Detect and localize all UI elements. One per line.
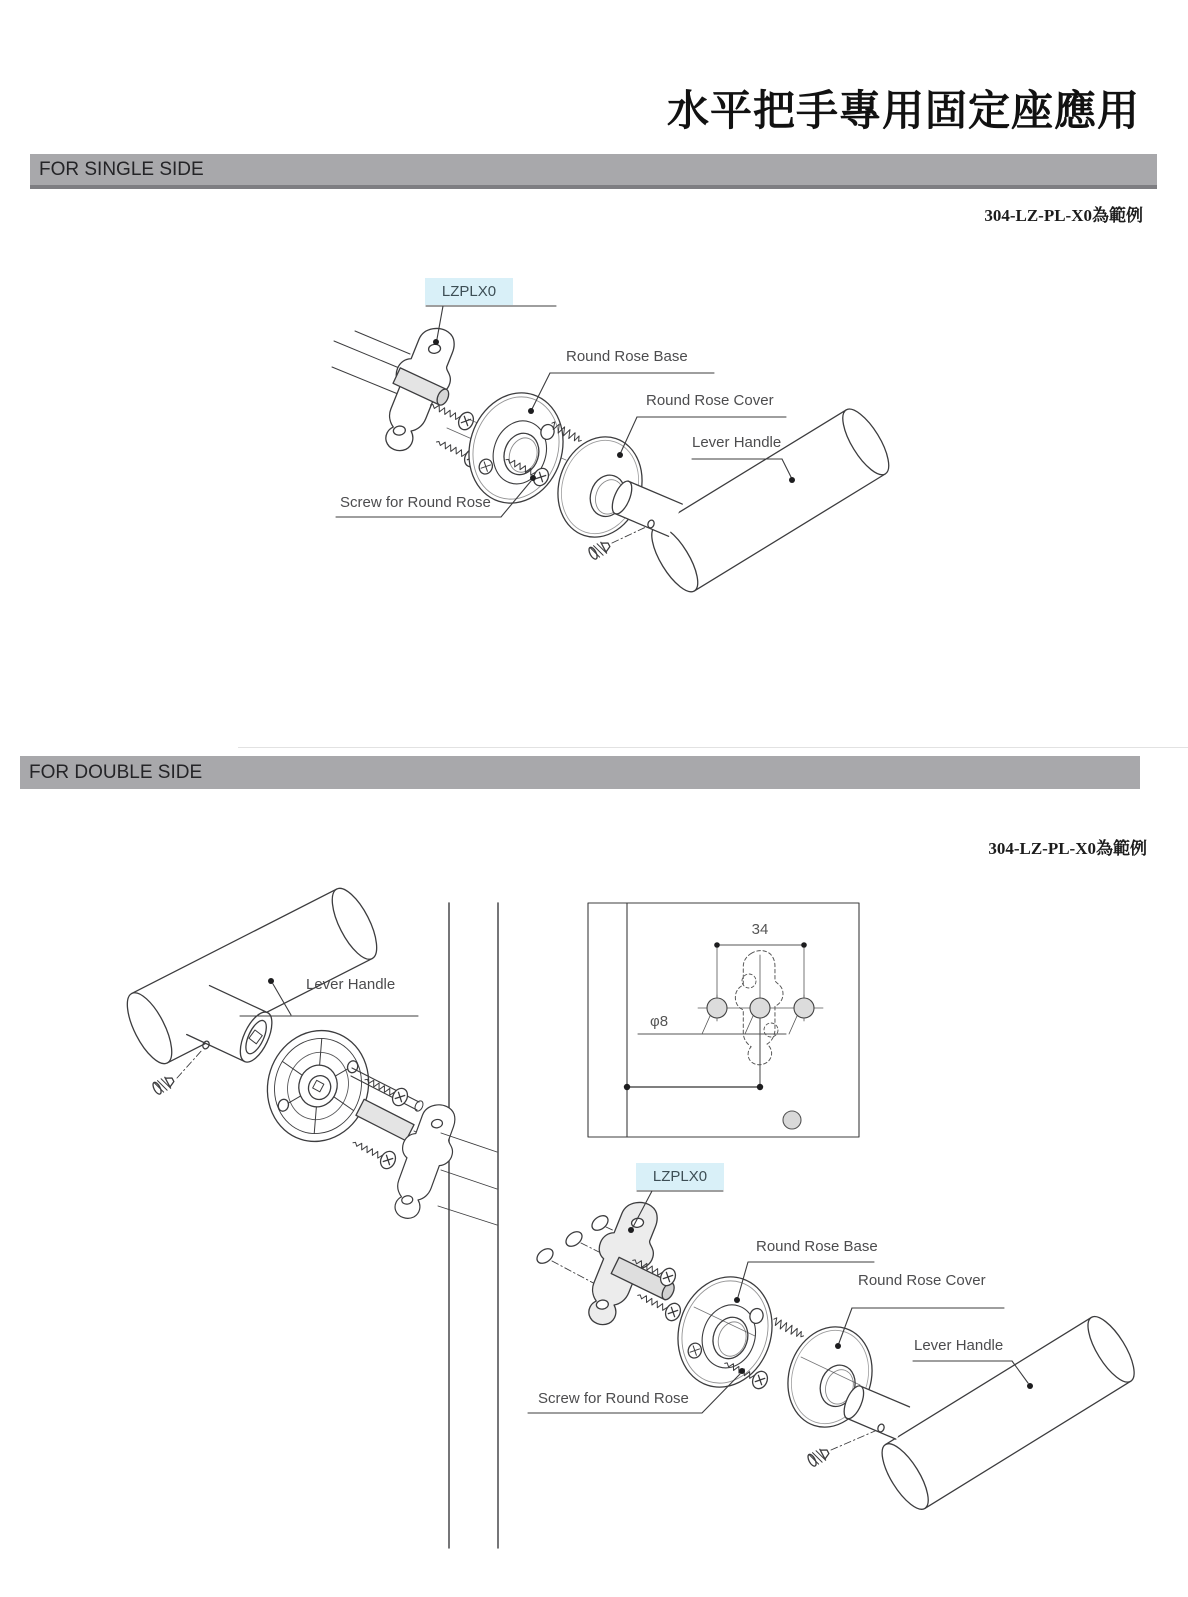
cap-drawing: [563, 1229, 585, 1250]
dimension-hole-diameter: φ8: [650, 1013, 669, 1030]
dimension-frame: [588, 903, 859, 1137]
part-code-tag-double: LZPLX0: [636, 1163, 724, 1190]
dimension-drawing: [588, 903, 859, 1137]
section-header-double-label: FOR DOUBLE SIDE: [29, 761, 203, 783]
label-lever-handle-single: Lever Handle: [692, 434, 782, 451]
lever-handle-drawing: [643, 403, 897, 599]
stud-screw-drawing: [771, 1317, 805, 1340]
door-lines: [449, 903, 498, 1548]
label-lever-handle-double: Lever Handle: [914, 1337, 1004, 1354]
part-code-tag-single: LZPLX0: [425, 278, 513, 305]
set-screw-drawing: [806, 1446, 831, 1467]
section-header-single-side: [30, 154, 1157, 185]
section-header-double-side: [20, 756, 1140, 789]
label-lever-handle-inside: Lever Handle: [306, 976, 396, 993]
spindle-drawing: [356, 1099, 414, 1140]
label-round-rose-cover-single: Round Rose Cover: [646, 392, 774, 409]
page-title: 水平把手專用固定座應用: [666, 89, 1140, 135]
cap-drawing: [589, 1213, 611, 1234]
example-note-double: 304-LZ-PL-X0為範例: [988, 839, 1147, 858]
label-round-rose-base-single: Round Rose Base: [566, 348, 688, 365]
separator-line: [238, 747, 1188, 748]
label-round-rose-base-double: Round Rose Base: [756, 1238, 878, 1255]
plate-screw-drawing: [349, 1134, 398, 1171]
set-screw-drawing: [587, 539, 612, 560]
rose-base-inside-drawing: [253, 1017, 383, 1154]
dimension-hole-spacing: 34: [751, 921, 769, 938]
example-note-single: 304-LZ-PL-X0為範例: [984, 206, 1143, 225]
set-screw-drawing: [151, 1074, 176, 1095]
section-header-single-label: FOR SINGLE SIDE: [39, 158, 204, 180]
label-screw-single: Screw for Round Rose: [340, 494, 491, 511]
section-header-underline: [30, 185, 1157, 189]
hole-circles: [707, 998, 814, 1018]
label-round-rose-cover-double: Round Rose Cover: [858, 1272, 986, 1289]
label-screw-double: Screw for Round Rose: [538, 1390, 689, 1407]
cap-drawing: [534, 1246, 556, 1267]
